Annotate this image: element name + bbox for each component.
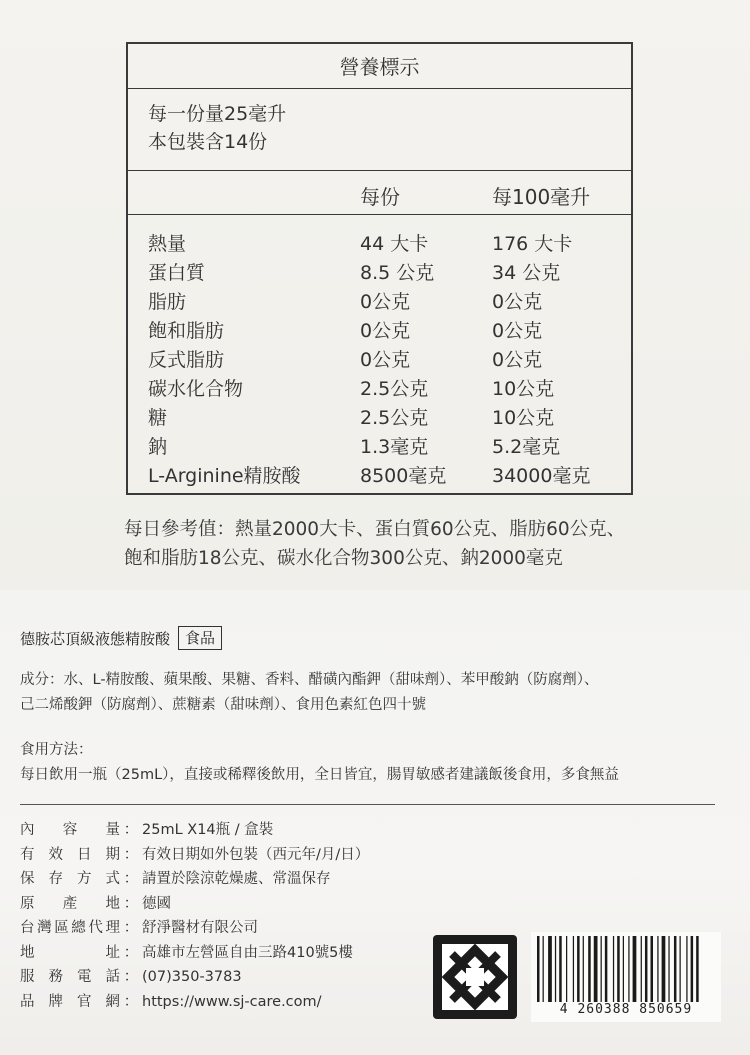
- detail-colon: ：: [123, 944, 139, 961]
- nutrient-per-100: 0公克: [492, 291, 543, 313]
- usage: [20, 738, 619, 788]
- recycle-icon: [430, 932, 520, 1022]
- detail-row: [20, 965, 369, 990]
- nutrient-row: [128, 433, 631, 462]
- detail-value: (07)350-3783: [142, 969, 242, 985]
- nutrient-per-serving: 8.5 公克: [360, 262, 435, 284]
- nutrition-title: 營養標示: [128, 44, 631, 89]
- nutrient-per-100: 34 公克: [492, 262, 561, 284]
- detail-value: 德國: [142, 895, 171, 912]
- nutrient-name: 蛋白質: [148, 262, 206, 284]
- detail-value: 請置於陰涼乾燥處、常溫保存: [142, 871, 331, 887]
- product-info-panel: [0, 590, 750, 1055]
- usage-title: 食用方法：: [20, 742, 93, 758]
- detail-value: 25mL X14瓶 / 盒裝: [142, 822, 274, 838]
- nutrient-per-serving: 0公克: [360, 291, 411, 313]
- usage-text: 每日飲用一瓶（25mL），直接或稀釋後飲用，全日皆宜，腸胃敏感者建議飯後食用，多食無益: [20, 767, 619, 783]
- daily-ref-line: 飽和脂肪18公克、碳水化合物300公克、鈉2000毫克: [124, 548, 563, 569]
- detail-row: [20, 941, 369, 966]
- detail-row: [20, 916, 369, 941]
- detail-label: 保存方式: [20, 871, 120, 887]
- detail-label: 品牌官網: [20, 993, 120, 1010]
- nutrient-row: [128, 317, 631, 346]
- nutrient-per-serving: 44 大卡: [360, 233, 429, 255]
- nutrient-per-serving: 2.5公克: [360, 378, 429, 400]
- detail-colon: ：: [123, 920, 139, 936]
- detail-label: 台灣區總代理: [20, 920, 120, 936]
- detail-row: [20, 990, 369, 1015]
- detail-row: [20, 892, 369, 917]
- nutrient-per-serving: 1.3毫克: [360, 436, 429, 458]
- product-name: 德胺芯頂級液態精胺酸: [20, 629, 171, 648]
- serving-info: [148, 100, 286, 156]
- product-title: [20, 626, 222, 650]
- daily-reference: [124, 515, 625, 573]
- nutrient-row: [128, 259, 631, 288]
- nutrient-name: 鈉: [148, 436, 168, 458]
- detail-colon: ：: [123, 993, 139, 1010]
- nutrient-per-100: 10公克: [492, 407, 555, 429]
- col-per-100: 每100毫升: [492, 185, 591, 209]
- detail-row: [20, 818, 369, 843]
- detail-value[interactable]: https://www.sj-care.com/: [142, 993, 322, 1010]
- nutrient-rows: [128, 230, 631, 491]
- detail-colon: ：: [123, 871, 139, 887]
- ingredients-line: 成分：水、L-精胺酸、蘋果酸、果糖、香料、醋磺內酯鉀（甜味劑）、苯甲酸鈉（防腐劑）、: [20, 672, 599, 688]
- detail-colon: ：: [123, 846, 139, 863]
- nutrient-per-serving: 0公克: [360, 349, 411, 371]
- column-header: [128, 170, 631, 215]
- barcode-number: 4 260388 850659: [531, 1002, 721, 1017]
- detail-value: 舒淨醫材有限公司: [142, 920, 258, 936]
- nutrient-name: 碳水化合物: [148, 378, 244, 400]
- nutrient-name: 反式脂肪: [148, 349, 225, 371]
- detail-colon: ：: [123, 822, 139, 838]
- col-per-serving: 每份: [360, 185, 400, 209]
- serving-size: 每一份量25毫升: [148, 103, 287, 125]
- detail-label: 內容量: [20, 822, 120, 838]
- nutrient-per-100: 176 大卡: [492, 233, 573, 255]
- nutrient-per-serving: 0公克: [360, 320, 411, 342]
- nutrient-name: 脂肪: [148, 291, 187, 313]
- detail-row: [20, 867, 369, 892]
- nutrient-row: [128, 288, 631, 317]
- ingredients-line: 己二烯酸鉀（防腐劑）、蔗糖素（甜味劑）、食用色素紅色四十號: [20, 697, 426, 713]
- nutrient-per-serving: 2.5公克: [360, 407, 429, 429]
- nutrient-per-100: 34000毫克: [492, 465, 591, 487]
- detail-colon: ：: [123, 969, 139, 985]
- category-tag: 食品: [178, 626, 222, 650]
- nutrition-table: [126, 42, 633, 495]
- product-details: [20, 818, 369, 1014]
- nutrient-name: 糖: [148, 407, 168, 429]
- nutrient-per-100: 5.2毫克: [492, 436, 561, 458]
- detail-colon: ：: [123, 895, 139, 912]
- nutrient-row: [128, 346, 631, 375]
- nutrient-row: [128, 230, 631, 259]
- nutrient-name: L-Arginine精胺酸: [148, 465, 301, 487]
- nutrient-row: [128, 375, 631, 404]
- nutrient-row: [128, 462, 631, 491]
- servings-per-pack: 本包裝含14份: [148, 131, 268, 153]
- nutrient-per-serving: 8500毫克: [360, 465, 447, 487]
- nutrient-row: [128, 404, 631, 433]
- detail-value: 有效日期如外包裝（西元年/月/日）: [142, 846, 370, 863]
- nutrient-per-100: 0公克: [492, 349, 543, 371]
- nutrient-name: 熱量: [148, 233, 187, 255]
- ingredients: [20, 668, 599, 718]
- nutrient-name: 飽和脂肪: [148, 320, 225, 342]
- detail-label: 服務電話: [20, 969, 120, 985]
- nutrient-per-100: 10公克: [492, 378, 555, 400]
- detail-row: [20, 843, 369, 868]
- divider: [20, 804, 715, 805]
- detail-label: 有效日期: [20, 846, 120, 863]
- daily-ref-line: 每日參考值：熱量2000大卡、蛋白質60公克、脂肪60公克、: [124, 519, 626, 540]
- nutrient-per-100: 0公克: [492, 320, 543, 342]
- detail-label: 原產地: [20, 895, 120, 912]
- detail-value: 高雄市左營區自由三路410號5樓: [142, 944, 353, 961]
- detail-label: 地址: [20, 944, 120, 961]
